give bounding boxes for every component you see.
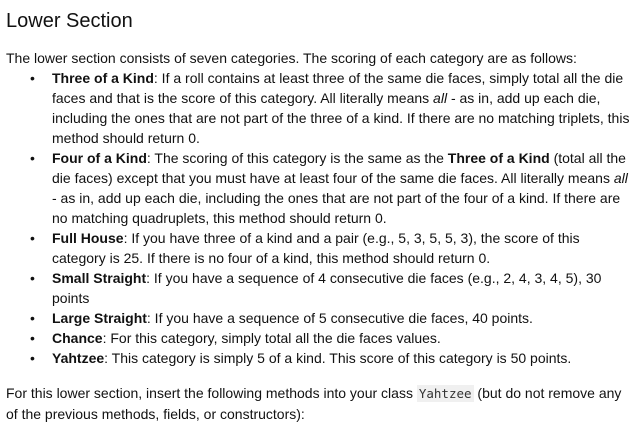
category-name: Small Straight (52, 270, 147, 286)
list-item-three-of-a-kind (30, 68, 634, 148)
list-item-yahtzee (30, 348, 634, 368)
category-name: Yahtzee (52, 350, 105, 366)
category-name: Chance (52, 330, 103, 346)
category-text: : This category is simply 5 of a kind. This score of this category is 50 points. (104, 350, 572, 366)
outro-paragraph (6, 383, 634, 424)
category-text: : For this category, simply total all the die faces values. (102, 330, 441, 346)
category-name: Three of a Kind (52, 70, 154, 86)
category-text: (total all the die faces) except that you must have at least four of the same die faces. All literally means (52, 150, 626, 186)
list-item-small-straight (30, 268, 634, 308)
category-name: Large Straight (52, 310, 147, 326)
category-name: Full House (52, 230, 124, 246)
category-text: - as in, add up each die, including the ones that are not part of the four of a kind. If there are no matching quadruplets, this method should return 0. (52, 190, 621, 226)
category-list (6, 68, 634, 368)
bullet-icon: • (30, 270, 35, 286)
emphasis-text: all (613, 170, 628, 186)
list-item-four-of-a-kind (30, 148, 634, 228)
list-item-chance (30, 328, 634, 348)
category-text: : The scoring of this category is the same as the (146, 150, 448, 166)
bullet-icon: • (30, 150, 35, 166)
category-text: : If a roll contains at least three of the same die faces, simply total all the die faces and that is the score of this category. All literally means (52, 70, 624, 106)
category-text: : If you have three of a kind and a pair (e.g., 5, 3, 5, 5, 3), the score of this category is 25. If there is no four of a kind, this method should return 0. (52, 230, 580, 266)
category-reference: Three of a Kind (447, 150, 550, 166)
intro-paragraph: The lower section consists of seven categories. The scoring of each category are as follows: (6, 50, 577, 66)
category-text: - as in, add up each die, including the ones that are not part of the three of a kind. If there are no matching triplets, this method should return 0. (52, 90, 630, 146)
bullet-icon: • (30, 70, 35, 86)
outro-text: For this lower section, insert the following methods into your class (6, 385, 417, 401)
list-item-full-house (30, 228, 634, 268)
class-name-code: Yahtzee (418, 386, 472, 401)
section-heading: Lower Section (6, 10, 133, 32)
emphasis-text: all (433, 90, 448, 106)
bullet-icon: • (30, 330, 35, 346)
category-name: Four of a Kind (52, 150, 147, 166)
bullet-icon: • (30, 230, 35, 246)
category-text: : If you have a sequence of 5 consecutive die faces, 40 points. (146, 310, 533, 326)
outro-text: (but do not remove any of the previous methods, fields, or constructors): (6, 385, 622, 422)
list-item-large-straight (30, 308, 634, 328)
category-text: : If you have a sequence of 4 consecutive die faces (e.g., 2, 4, 3, 4, 5), 30 points (52, 270, 602, 306)
bullet-icon: • (30, 310, 35, 326)
bullet-icon: • (30, 350, 35, 366)
